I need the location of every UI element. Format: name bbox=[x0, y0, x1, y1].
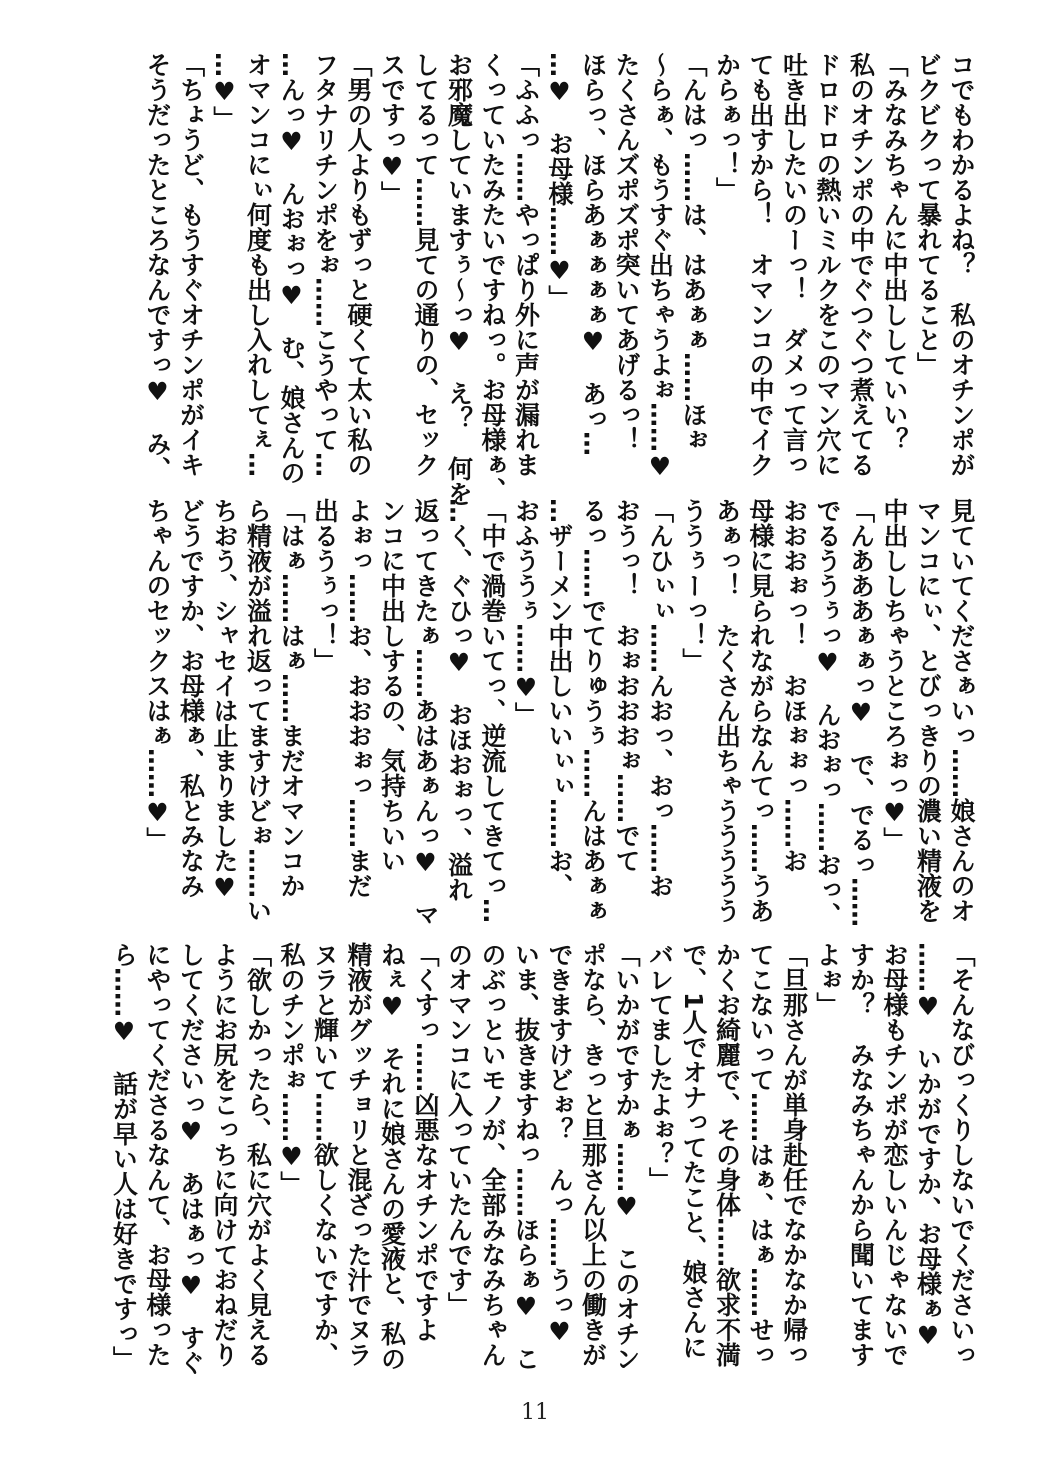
text-column: 母様に見られながらなんてっ……うあ bbox=[746, 498, 775, 923]
text-column: かくお綺麗で、その身体……欲求不満 bbox=[712, 942, 742, 1367]
text-column: スですっ♥」 bbox=[377, 52, 407, 206]
text-column: 「んひぃぃ……んおっ、おっ……お bbox=[645, 498, 675, 898]
text-column: 出るうぅっ！」 bbox=[310, 498, 340, 673]
text-column: …♥ お母様……♥」 bbox=[545, 52, 574, 310]
text-column: ら精液が溢れ返ってますけどぉ……い bbox=[243, 498, 273, 923]
text-column: 「中で渦巻いてっ、逆流してきてっ… bbox=[478, 498, 507, 923]
text-column: ちゃんのセックスはぁ……♥」 bbox=[143, 498, 172, 852]
text-column: ようにお尻をこっちに向けておねだり bbox=[210, 942, 239, 1367]
text-column: フタナリチンポをぉ……こうやって… bbox=[310, 52, 340, 477]
text-column: ポなら、きっと旦那さん以上の働きが bbox=[578, 942, 608, 1367]
text-column: あぁっ！ たくさん出ちゃううううう bbox=[712, 498, 742, 923]
text-column: からぁっ！」 bbox=[712, 52, 742, 202]
text-column: にやってくださるなんて、お母様った bbox=[143, 942, 172, 1367]
text-column: ビクビクって暴れてること」 bbox=[913, 52, 943, 377]
text-block-middle bbox=[141, 498, 979, 938]
text-column: ほらっ、ほらあぁぁぁぁ♥ あっ… bbox=[578, 52, 608, 456]
text-column: おふううぅ……♥」 bbox=[511, 498, 541, 727]
text-column: 私のチンポぉ……♥」 bbox=[277, 942, 306, 1196]
text-column: …く、ぐひっ♥ おほおぉっ、溢れ bbox=[444, 498, 474, 902]
text-column: 「旦那さんが単身赴任でなかなか帰っ bbox=[779, 942, 809, 1367]
text-column: てこないって……はぁ、はぁ……せっ bbox=[746, 942, 775, 1367]
text-column: ヌラと輝いて……欲しくないですか、 bbox=[310, 942, 340, 1367]
text-column: で、1人でオナってたこと、娘さんに bbox=[679, 942, 708, 1360]
text-column: ～らぁ、もうすぐ出ちゃうよぉ……♥ bbox=[645, 52, 675, 481]
text-column: おおおぉっ！ おほぉぉっ……お bbox=[779, 498, 809, 873]
text-column: 「いかがですかぁ……♥ このオチン bbox=[612, 942, 641, 1371]
text-column: いま、抜きますねっ……ほらぁ♥ こ bbox=[511, 942, 541, 1371]
text-column: 「男の人よりもずっと硬くて太い私の bbox=[344, 52, 373, 477]
text-column: バレてましたよぉ？」 bbox=[645, 942, 675, 1192]
text-column: 中出ししちゃうところぉっ♥」 bbox=[880, 498, 909, 852]
text-column: どうですか、お母様ぁ、私とみなみ bbox=[176, 498, 206, 898]
text-column: くっていたみたいですねっ。お母様ぁ、 bbox=[478, 52, 507, 502]
text-column: おうっ！ おぉおおおぉ……でて bbox=[612, 498, 641, 873]
text-column: してくださいっ♥ あはぁっ♥ すぐ bbox=[176, 942, 206, 1375]
page-number: 11 bbox=[521, 1400, 549, 1425]
text-column: ンコに中出しするの、気持ちいい bbox=[377, 498, 407, 873]
text-column: よぉっ……お、おおおぉっ……まだ bbox=[344, 498, 373, 898]
text-column: …んっ♥ んおぉっ♥ む、娘さんの bbox=[277, 52, 306, 485]
text-column: 「んあああぁぁっ♥ で、でるっ…… bbox=[846, 498, 876, 927]
text-column: ちおう、シャセイは止まりました♥ bbox=[210, 498, 239, 902]
text-column: 「くすっ……凶悪なオチンポですよ bbox=[411, 942, 440, 1342]
text-column: 吐き出したいのーっ！ ダメって言っ bbox=[779, 52, 809, 477]
text-block-top bbox=[141, 52, 979, 506]
text-column: 「んはっ……は、はあぁぁ……ほぉ bbox=[679, 52, 708, 452]
text-column: ねぇ♥ それに娘さんの愛液と、私の bbox=[377, 942, 407, 1371]
text-column: のぶっといモノが、全部みなみちゃん bbox=[478, 942, 507, 1367]
text-column: よぉ」 bbox=[813, 942, 842, 1017]
text-column: ……♥ いかがですか、お母様ぁ♥ bbox=[913, 942, 943, 1350]
text-column: ドロドロの熱いミルクをこのマン穴に bbox=[813, 52, 842, 477]
text-column: そうだったところなんですっ♥ み、 bbox=[143, 52, 172, 481]
text-column: でるううぅっ♥ んおぉっ……おっ、 bbox=[813, 498, 842, 927]
text-column: 「はぁ……はぁ……まだオマンコか bbox=[277, 498, 306, 898]
text-column: 私のオチンポの中でぐつぐつ煮えてる bbox=[846, 52, 876, 477]
text-column: たくさんズポズポ突いてあげるっ！ bbox=[612, 52, 641, 452]
text-column: 返ってきたぁ……あはあぁんっ♥ マ bbox=[411, 498, 440, 927]
text-column: マンコにぃ、とびっきりの濃い精液を bbox=[913, 498, 943, 923]
text-column: ら……♥ 話が早い人は好きですっ」 bbox=[109, 942, 139, 1371]
text-column: …ザーメン中出しいいぃぃ……お、 bbox=[545, 498, 574, 898]
text-column: オマンコにぃ何度も出し入れしてぇ… bbox=[243, 52, 273, 477]
text-column: すか？ みなみちゃんから聞いてます bbox=[846, 942, 876, 1367]
text-column: ても出すから！ オマンコの中でイク bbox=[746, 52, 775, 477]
text-column: 「ふふっ……やっぱり外に声が漏れま bbox=[511, 52, 541, 477]
text-column: お母様もチンポが恋しいんじゃないで bbox=[880, 942, 909, 1367]
text-column: のオマンコに入っていたんです」 bbox=[444, 942, 474, 1317]
text-column: 「そんなびっくりしないでくださいっ bbox=[947, 942, 976, 1367]
text-column: るっ……でてりゅうぅ……んはあぁぁ bbox=[578, 498, 608, 923]
text-column: してるって……見ての通りの、セック bbox=[411, 52, 440, 477]
text-column: ううぅーっ！」 bbox=[679, 498, 708, 673]
text-column: できますけどぉ？ んっ……うっ♥ bbox=[545, 942, 574, 1346]
text-column: …♥」 bbox=[210, 52, 239, 131]
text-column: コでもわかるよね？ 私のオチンポが bbox=[947, 52, 976, 477]
text-column: 「みなみちゃんに中出ししていい？ bbox=[880, 52, 909, 452]
text-block-bottom bbox=[107, 942, 978, 1382]
text-column: 精液がグッチョリと混ざった汁でヌラ bbox=[344, 942, 373, 1367]
text-column: お邪魔していますぅ～っ♥ え？ 何を bbox=[444, 52, 474, 506]
text-column: 「欲しかったら、私に穴がよく見える bbox=[243, 942, 273, 1367]
text-column: 見ていてくださぁいっ……娘さんのオ bbox=[947, 498, 976, 923]
text-column: 「ちょうど、もうすぐオチンポがイキ bbox=[176, 52, 206, 477]
